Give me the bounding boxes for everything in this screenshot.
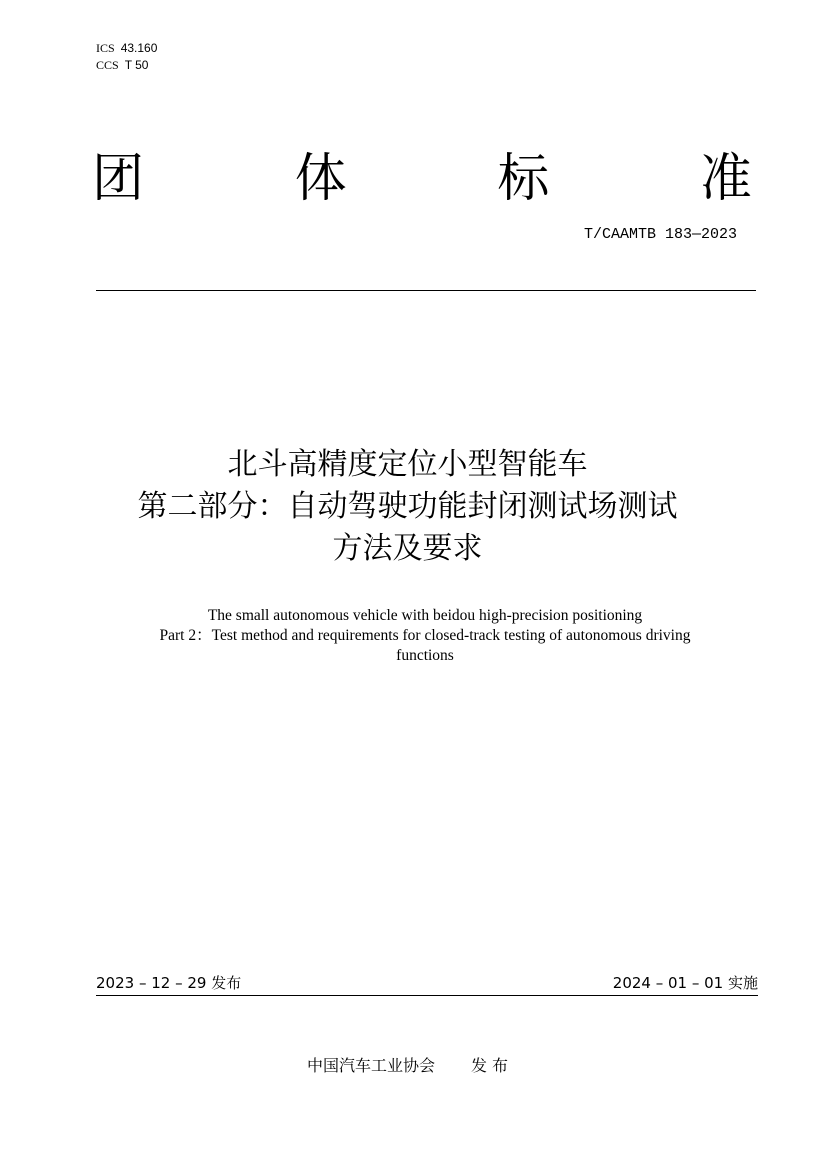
cn-title-line: 北斗高精度定位小型智能车 (227, 447, 588, 482)
classification-codes (96, 40, 157, 74)
en-title-line: functions (396, 647, 454, 664)
ics-label: ICS (96, 41, 115, 55)
cn-title-line: 方法及要求 (332, 531, 483, 566)
ccs-label: CCS (96, 58, 119, 72)
ccs-line (96, 57, 157, 74)
cn-title-line: 第二部分：自动驾驶功能封闭测试场测试 (137, 489, 678, 524)
publisher-action: 发 布 (470, 1056, 509, 1075)
ccs-code: T 50 (124, 58, 149, 72)
document-type-title (92, 138, 752, 208)
publisher-name: 中国汽车工业协会 (306, 1056, 435, 1075)
standard-number: T/CAAMTB 183—2023 (583, 226, 737, 243)
english-title (90, 606, 760, 666)
publisher (0, 1053, 815, 1076)
title-char: 标 (497, 148, 550, 209)
date-row (96, 972, 758, 993)
ics-line (96, 40, 157, 57)
top-divider (96, 290, 756, 291)
title-char: 团 (92, 148, 145, 209)
implement-date: 2024 – 01 – 01 实施 (612, 974, 758, 992)
en-title-line: Part 2：Test method and requirements for closed-track testing of autonomous driving (159, 627, 691, 644)
en-title-line: The small autonomous vehicle with beidou high-precision positioning (207, 607, 643, 624)
title-char: 准 (699, 148, 752, 209)
ics-code: 43.160 (120, 41, 158, 55)
chinese-title (60, 444, 755, 570)
title-char: 体 (294, 148, 347, 209)
issue-date: 2023 – 12 – 29 发布 (96, 974, 242, 992)
bottom-divider (96, 995, 758, 996)
